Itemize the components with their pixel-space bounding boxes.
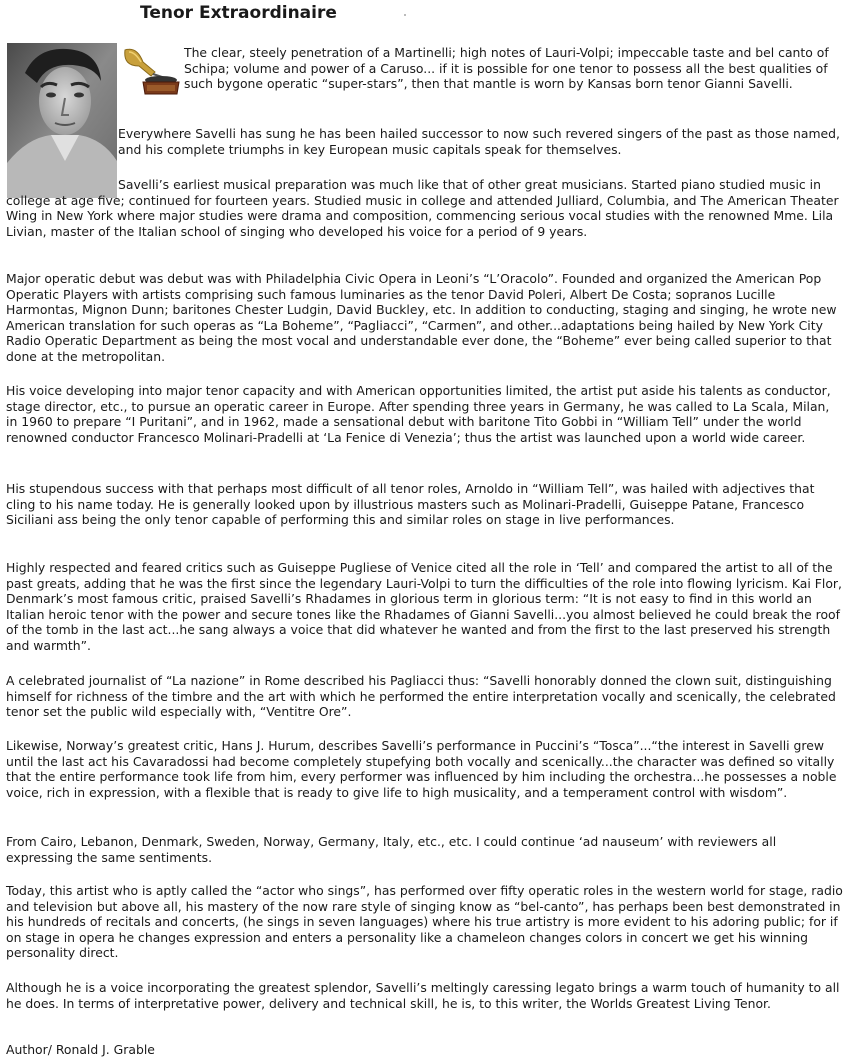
voice-paragraph: His voice developing into major tenor capacity and with American opportunities limited, the artist put aside his talents as conductor, stage director, etc., to pursue an operatic career in Europe. After spending three years in Germany, he was called to La Scala, Milan, in 1960 to prepare “I Puritani”, and in 1962, made a sensational debut with baritone Tito Gobbi in “William Tell” under the world renowned conductor Francesco Molinari-Pradelli at ‘La Fenice di Venezia’; thus the artist was launched upon a world wide career. bbox=[6, 383, 831, 445]
page-title: Tenor Extraordinaire bbox=[140, 3, 337, 23]
gramophone-icon bbox=[121, 44, 181, 96]
intro-paragraph: The clear, steely penetration of a Martinelli; high notes of Lauri-Volpi; impeccable taste and bel canto of Schipa; volume and power of a Caruso... if it is possible for one tenor to possess all the best qualities of such bygone operatic “super-stars”, then that mantle is worn by Kansas born tenor Gianni Savelli. bbox=[184, 45, 829, 92]
author-line: Author/ Ronald J. Grable bbox=[6, 1042, 155, 1057]
stray-dot bbox=[404, 14, 406, 16]
critics-paragraph: Highly respected and feared critics such as Guiseppe Pugliese of Venice cited all the role in ‘Tell’ and compared the artist to all of the past greats, adding that he was the first since the legendary Lauri-Volpi to turn the difficulties of the role into flowing lyricism. Kai Flor, Denmark’s most famous critic, praised Savelli’s Rhadames in glorious term in glorious term: “It is not easy to find in this world an Italian heroic tenor with the power and secure tones like the Rhadames of Gianni Savelli...you almost believed he could break the roof of the tomb in the last act...he sang always a voice that did whatever he wanted and from the first to the last preserved his strength and warmth”. bbox=[6, 560, 842, 653]
cairo-paragraph: From Cairo, Lebanon, Denmark, Sweden, Norway, Germany, Italy, etc., etc. I could continue ‘ad nauseum’ with reviewers all expressing the same sentiments. bbox=[6, 834, 777, 865]
debut-paragraph: Major operatic debut was debut was with Philadelphia Civic Opera in Leoni’s “L’Oracolo”. Founded and organized the American Pop Operatic Players with artists comprising such famous luminaries as the tenor David Poleri, Albert De Costa; sopranos Lucille Harmontas, Mignon Dunn; baritones Chester Ludgin, David Buckley, etc. In addition to conducting, staging and singing, he wrote new American translation for such operas as “La Boheme”, “Pagliacci”, “Carmen”, and other...adaptations being hailed by New York City Radio Operatic Department as being the most vocal and understandable ever done, the “Boheme” ever being called superior to that done at the metropolitan. bbox=[6, 271, 837, 364]
everywhere-paragraph: Everywhere Savelli has sung he has been hailed successor to now such revered singers of the past as those named, and his complete triumphs in key European music capitals speak for themselves. bbox=[118, 126, 840, 157]
portrait-photo bbox=[7, 43, 117, 198]
earliest-paragraph: Savelli’s earliest musical preparation was much like that of other great musicians. Started piano studied music in college at age five; continued for fourteen years. Studied music in college and attended Julliard, Columbia, and The American Theater Wing in New York where major studies were drama and composition, commencing serious vocal studies with the renowned Mme. Lila Livian, master of the Italian school of singing who developed his voice for a period of 9 years. bbox=[6, 177, 839, 239]
although-paragraph: Although he is a voice incorporating the greatest splendor, Savelli’s meltingly caressing legato brings a warm touch of humanity to all he does. In terms of interpretative power, delivery and technical skill, he is, to this writer, the Worlds Greatest Living Tenor. bbox=[6, 980, 840, 1011]
stupendous-paragraph: His stupendous success with that perhaps most difficult of all tenor roles, Arnoldo in “William Tell”, was hailed with adjectives that cling to his name today. He is generally looked upon by illustrious masters such as Molinari-Pradelli, Guiseppe Patane, Francesco Siciliani ass being the only tenor capable of performing this and similar roles on stage in live performances. bbox=[6, 481, 815, 528]
today-paragraph: Today, this artist who is aptly called the “actor who sings”, has performed over fifty operatic roles in the western world for stage, radio and television but above all, his mastery of the now rare style of singing know as “bel-canto”, has perhaps been best demonstrated in his hundreds of recitals and concerts, (he sings in seven languages) where his true artistry is more evident to his adoring public; for if on stage in opera he changes expression and enters a personality like a chameleon changes colors in concert we get his winning personality direct. bbox=[6, 883, 843, 961]
journalist-paragraph: A celebrated journalist of “La nazione” in Rome described his Pagliacci thus: “Savelli honorably donned the clown suit, distinguishing himself for richness of the timbre and the art with which he performed the entire interpretation vocally and scenically, the celebrated tenor set the public wild especially with, “Ventitre Ore”. bbox=[6, 673, 836, 720]
norway-paragraph: Likewise, Norway’s greatest critic, Hans J. Hurum, describes Savelli’s performance in Puccini’s “Tosca”...“the interest in Savelli grew until the last act his Cavaradossi had become completely stupefying both vocally and scenically...the character was defined so vitally that the entire performance took life from him, every performer was influenced by him including the orchestra...he possesses a noble voice, rich in expression, with a flexible that is ready to give life to high musicality, and a temperament control with wisdom”. bbox=[6, 738, 837, 800]
